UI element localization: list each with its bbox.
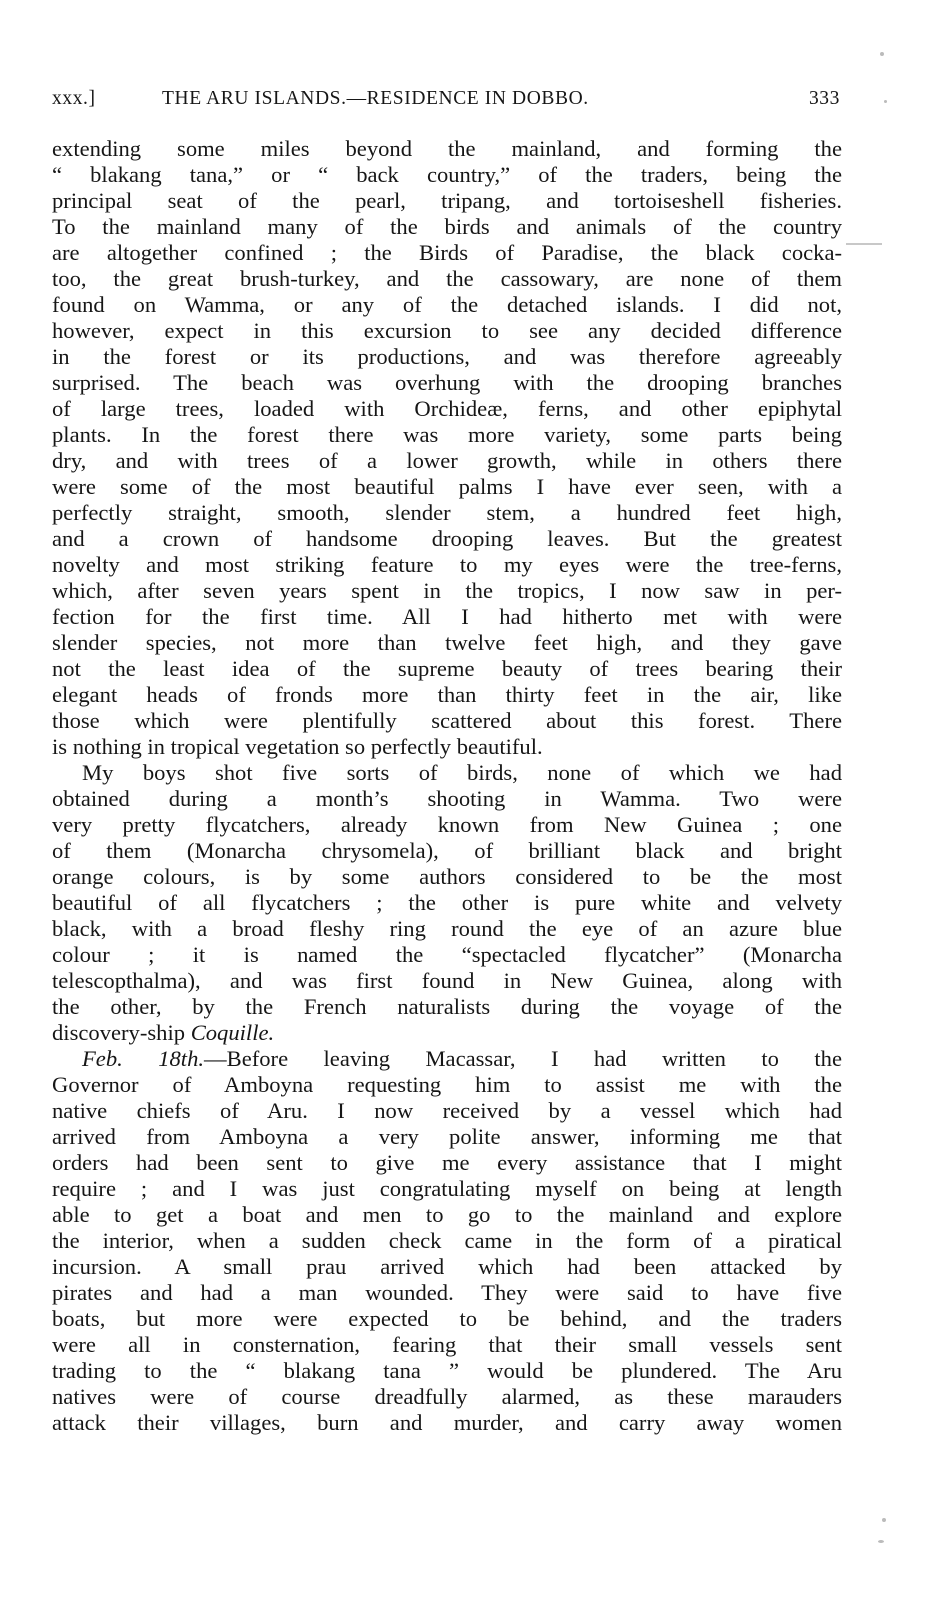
text-line: were some of the most beautiful palms I have ever seen, with a	[52, 474, 842, 499]
text-line: those which were plentifully scattered about this forest. There	[52, 708, 842, 733]
paragraph-2	[52, 760, 842, 1046]
text-line: pirates and had a man wounded. They were said to have five	[52, 1280, 842, 1305]
text-line: telescopthalma), and was first found in New Guinea, along with	[52, 968, 842, 993]
text-line: orders had been sent to give me every assistance that I might	[52, 1150, 842, 1175]
text-line: is nothing in tropical vegetation so perfectly beautiful.	[52, 734, 543, 759]
text-line: of large trees, loaded with Orchideæ, ferns, and other epiphytal	[52, 396, 842, 421]
text-line: found on Wamma, or any of the detached islands. I did not,	[52, 292, 842, 317]
text-line: beautiful of all flycatchers ; the other is pure white and velvety	[52, 890, 842, 915]
text-line: My boys shot five sorts of birds, none of which we had	[82, 760, 842, 785]
text-line-prefix: discovery-ship	[52, 1020, 191, 1045]
text-line: however, expect in this excursion to see any decided difference	[52, 318, 842, 343]
text-line: fection for the first time. All I had hitherto met with were	[52, 604, 842, 629]
text-line: slender species, not more than twelve feet high, and they gave	[52, 630, 842, 655]
ship-name: Coquille.	[190, 1020, 275, 1045]
text-line: arrived from Amboyna a very polite answer, informing me that	[52, 1124, 842, 1149]
chapter-number: xxx.]	[52, 88, 96, 109]
text-line: natives were of course dreadfully alarmed, as these marauders	[52, 1384, 842, 1409]
text-line: elegant heads of fronds more than thirty feet in the air, like	[52, 682, 842, 707]
text-line: in the forest or its productions, and was therefore agreeably	[52, 344, 842, 369]
text-line: able to get a boat and men to go to the mainland and explore	[52, 1202, 842, 1227]
text-line-rest: —Before leaving Macassar, I had written to the	[204, 1046, 842, 1071]
running-title: THE ARU ISLANDS.—RESIDENCE IN DOBBO.	[162, 88, 589, 109]
paper-speck	[884, 100, 887, 103]
text-line: “ blakang tana,” or “ back country,” of the traders, being the	[52, 162, 842, 187]
text-line: obtained during a month’s shooting in Wamma. Two were	[52, 786, 842, 811]
text-line: and a crown of handsome drooping leaves. But the greatest	[52, 526, 842, 551]
text-line	[52, 1046, 842, 1072]
text-line: extending some miles beyond the mainland, and forming the	[52, 136, 842, 161]
text-line: are altogether confined ; the Birds of Paradise, the black cocka-	[52, 240, 842, 265]
text-line: the interior, when a sudden check came in the form of a piratical	[52, 1228, 842, 1253]
paragraph-3	[52, 1046, 842, 1436]
text-line: To the mainland many of the birds and animals of the country	[52, 214, 842, 239]
margin-pencil-mark	[846, 243, 882, 245]
text-line: the other, by the French naturalists during the voyage of the	[52, 994, 842, 1019]
text-line: principal seat of the pearl, tripang, and tortoiseshell fisheries.	[52, 188, 842, 213]
text-line: boats, but more were expected to be behind, and the traders	[52, 1306, 842, 1331]
text-line: not the least idea of the supreme beauty of trees bearing their	[52, 656, 842, 681]
text-line: Governor of Amboyna requesting him to assist me with the	[52, 1072, 842, 1097]
text-line: native chiefs of Aru. I now received by a vessel which had	[52, 1098, 842, 1123]
text-line	[52, 1020, 842, 1046]
entry-date: Feb. 18th.	[82, 1046, 205, 1071]
text-line: dry, and with trees of a lower growth, while in others there	[52, 448, 842, 473]
book-page	[52, 88, 842, 1436]
text-line: were all in consternation, fearing that their small vessels sent	[52, 1332, 842, 1357]
text-line: too, the great brush-turkey, and the cassowary, are none of them	[52, 266, 842, 291]
text-line: incursion. A small prau arrived which had been attacked by	[52, 1254, 842, 1279]
text-line: require ; and I was just congratulating myself on being at length	[52, 1176, 842, 1201]
text-line: plants. In the forest there was more variety, some parts being	[52, 422, 842, 447]
text-line: novelty and most striking feature to my eyes were the tree-ferns,	[52, 552, 842, 577]
text-line: very pretty flycatchers, already known from New Guinea ; one	[52, 812, 842, 837]
text-line: perfectly straight, smooth, slender stem, a hundred feet high,	[52, 500, 842, 525]
text-line: colour ; it is named the “spectacled flycatcher” (Monarcha	[52, 942, 842, 967]
text-line: black, with a broad fleshy ring round the eye of an azure blue	[52, 916, 842, 941]
text-line: surprised. The beach was overhung with the drooping branches	[52, 370, 842, 395]
page-number: 333	[808, 88, 840, 109]
text-line: of them (Monarcha chrysomela), of brilliant black and bright	[52, 838, 842, 863]
paragraph-1	[52, 136, 842, 760]
text-line: attack their villages, burn and murder, and carry away women	[52, 1410, 842, 1435]
paper-speck	[878, 1540, 884, 1543]
text-line: orange colours, is by some authors considered to be the most	[52, 864, 842, 889]
paper-speck	[880, 52, 884, 56]
running-head	[52, 88, 842, 118]
text-line: which, after seven years spent in the tropics, I now saw in per-	[52, 578, 842, 603]
text-line: trading to the “ blakang tana ” would be plundered. The Aru	[52, 1358, 842, 1383]
paper-speck	[882, 1518, 886, 1522]
